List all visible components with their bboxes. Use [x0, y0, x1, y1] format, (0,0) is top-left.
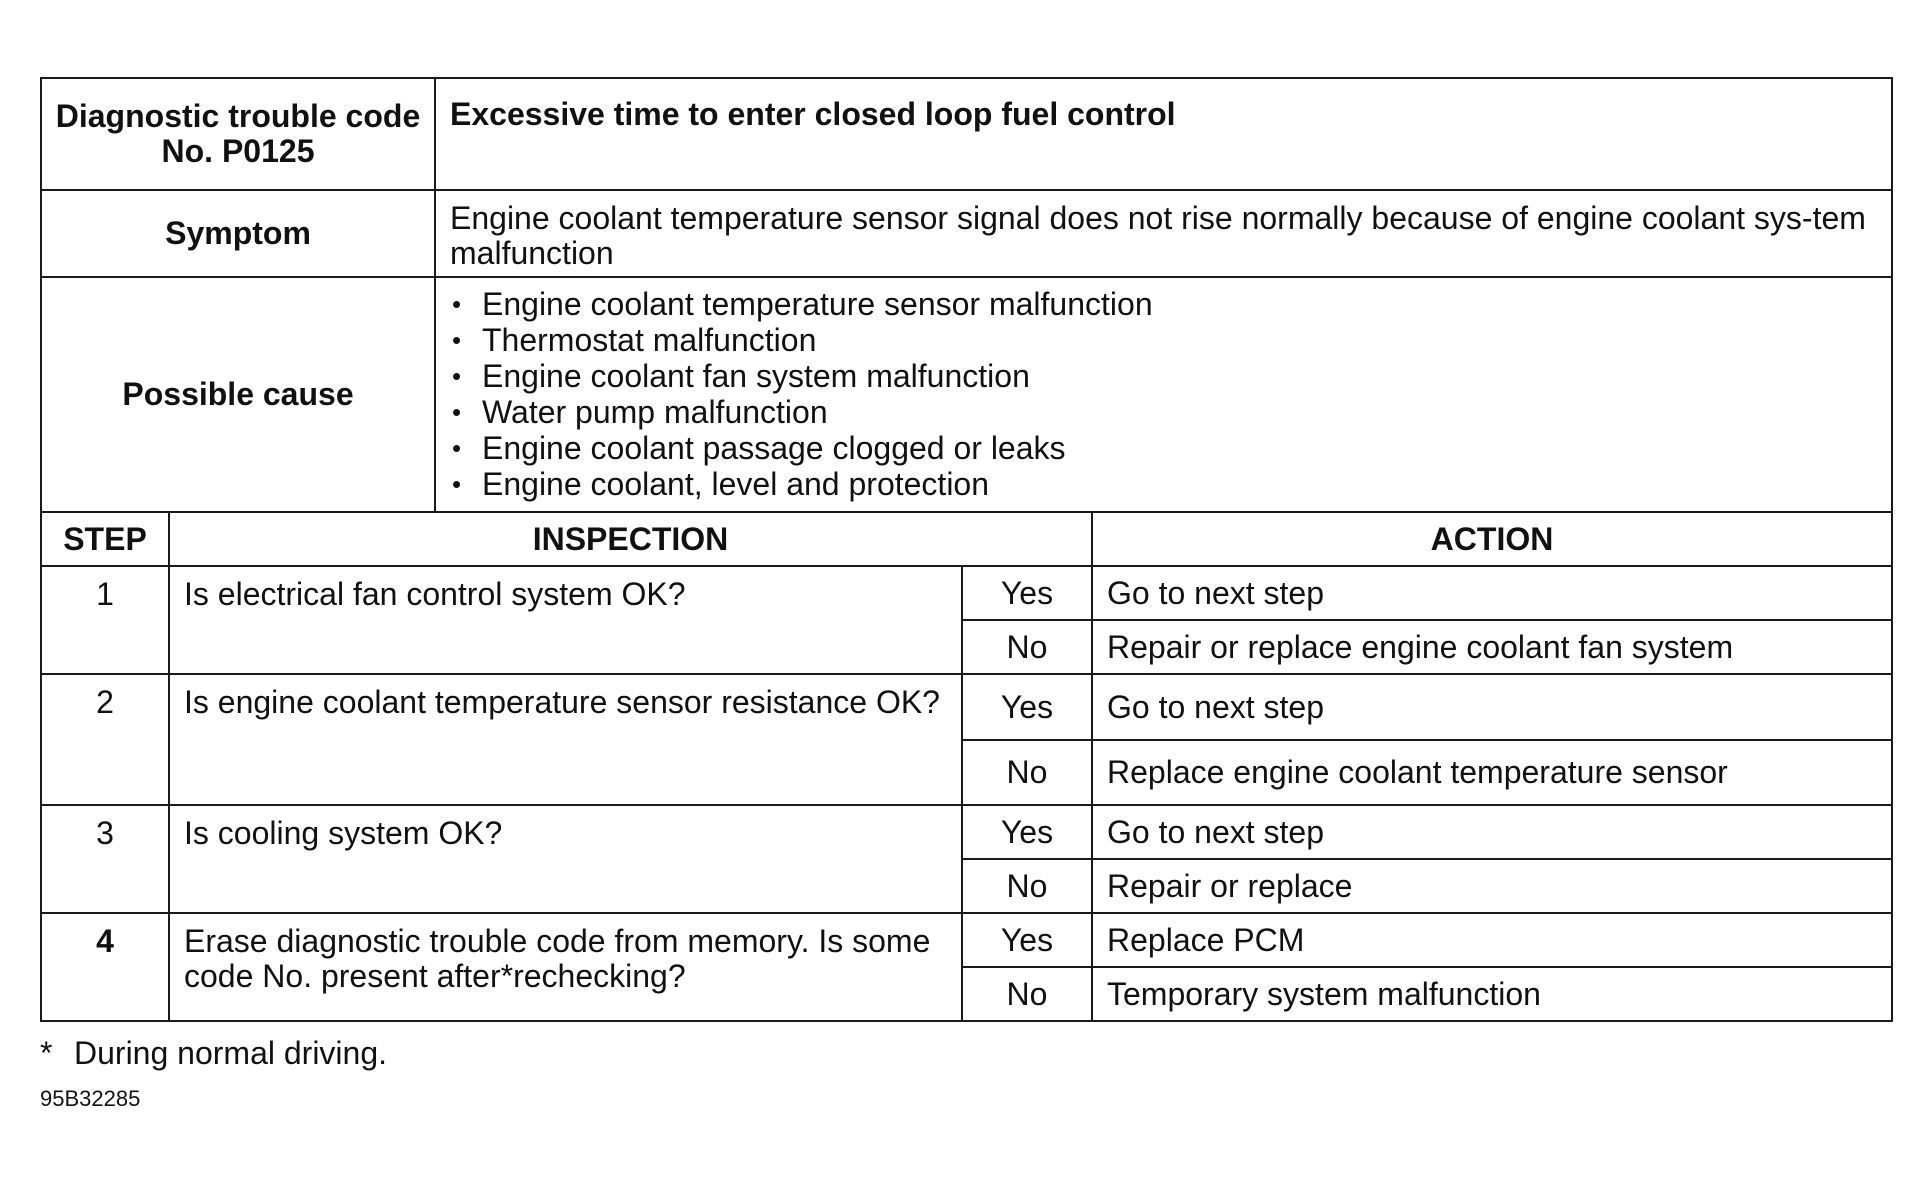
yes-action: Go to next step: [1092, 805, 1892, 859]
code-title: Excessive time to enter closed loop fuel control: [450, 96, 1176, 132]
code-label-cell: [41, 78, 435, 190]
step-inspection: Is electrical fan control system OK?: [169, 566, 962, 674]
footnote-marker: *: [40, 1035, 53, 1071]
step-column-header: STEP: [41, 512, 169, 566]
no-action: Repair or replace engine coolant fan system: [1092, 620, 1892, 674]
yes-action: Replace PCM: [1092, 913, 1892, 967]
possible-cause-label: Possible cause: [122, 376, 354, 412]
bullet-icon: •: [452, 433, 462, 463]
bullet-icon: •: [452, 397, 462, 427]
step-inspection: Is cooling system OK?: [169, 805, 962, 913]
diagnostic-table: [40, 77, 1893, 1022]
no-action: Temporary system malfunction: [1092, 967, 1892, 1021]
code-title-cell: [435, 78, 1892, 190]
possible-cause-row: [41, 277, 1892, 512]
yes-label: Yes: [962, 805, 1092, 859]
step-row-yes: [41, 805, 1892, 859]
cause-text: Engine coolant passage clogged or leaks: [482, 430, 1066, 466]
symptom-label-cell: [41, 190, 435, 277]
step-row-yes: [41, 566, 1892, 620]
column-header-row: [41, 512, 1892, 566]
possible-cause-list-cell: [435, 277, 1892, 512]
step-number: 1: [41, 566, 169, 674]
cause-text: Engine coolant fan system malfunction: [482, 358, 1030, 394]
step-inspection: Erase diagnostic trouble code from memory. Is some code No. present after*rechecking?: [169, 913, 962, 1021]
yes-action: Go to next step: [1092, 674, 1892, 740]
cause-item: [450, 286, 1877, 322]
bullet-icon: •: [452, 325, 462, 355]
cause-text: Thermostat malfunction: [482, 322, 817, 358]
symptom-text-cell: [435, 190, 1892, 277]
symptom-row: [41, 190, 1892, 277]
yes-action: Go to next step: [1092, 566, 1892, 620]
footnote-text: During normal driving.: [74, 1035, 388, 1071]
cause-text: Water pump malfunction: [482, 394, 828, 430]
cause-text: Engine coolant temperature sensor malfunction: [482, 286, 1153, 322]
cause-item: [450, 466, 1877, 502]
footnote: [40, 1034, 387, 1072]
yes-label: Yes: [962, 674, 1092, 740]
no-action: Repair or replace: [1092, 859, 1892, 913]
possible-cause-list: [436, 278, 1891, 508]
no-label: No: [962, 859, 1092, 913]
step-row-yes: [41, 913, 1892, 967]
no-label: No: [962, 620, 1092, 674]
cause-item: [450, 430, 1877, 466]
no-action: Replace engine coolant temperature sensor: [1092, 740, 1892, 805]
bullet-icon: •: [452, 289, 462, 319]
code-label: Diagnostic trouble code No. P0125: [55, 98, 421, 169]
step-number: 3: [41, 805, 169, 913]
possible-cause-label-cell: [41, 277, 435, 512]
bullet-icon: •: [452, 469, 462, 499]
bullet-icon: •: [452, 361, 462, 391]
inspection-column-header: INSPECTION: [169, 512, 1092, 566]
header-row: [41, 78, 1892, 190]
yes-label: Yes: [962, 913, 1092, 967]
cause-item: [450, 322, 1877, 358]
symptom-label: Symptom: [165, 215, 311, 251]
cause-item: [450, 358, 1877, 394]
step-inspection: Is engine coolant temperature sensor resistance OK?: [169, 674, 962, 805]
action-column-header: ACTION: [1092, 512, 1892, 566]
cause-text: Engine coolant, level and protection: [482, 466, 990, 502]
yes-label: Yes: [962, 566, 1092, 620]
symptom-text: Engine coolant temperature sensor signal does not rise normally because of engine coolant sys-tem malfunction: [450, 200, 1866, 271]
step-number: 2: [41, 674, 169, 805]
step-row-yes: [41, 674, 1892, 740]
step-number: 4: [41, 913, 169, 1021]
no-label: No: [962, 740, 1092, 805]
no-label: No: [962, 967, 1092, 1021]
cause-item: [450, 394, 1877, 430]
figure-id: 95B32285: [40, 1086, 141, 1111]
